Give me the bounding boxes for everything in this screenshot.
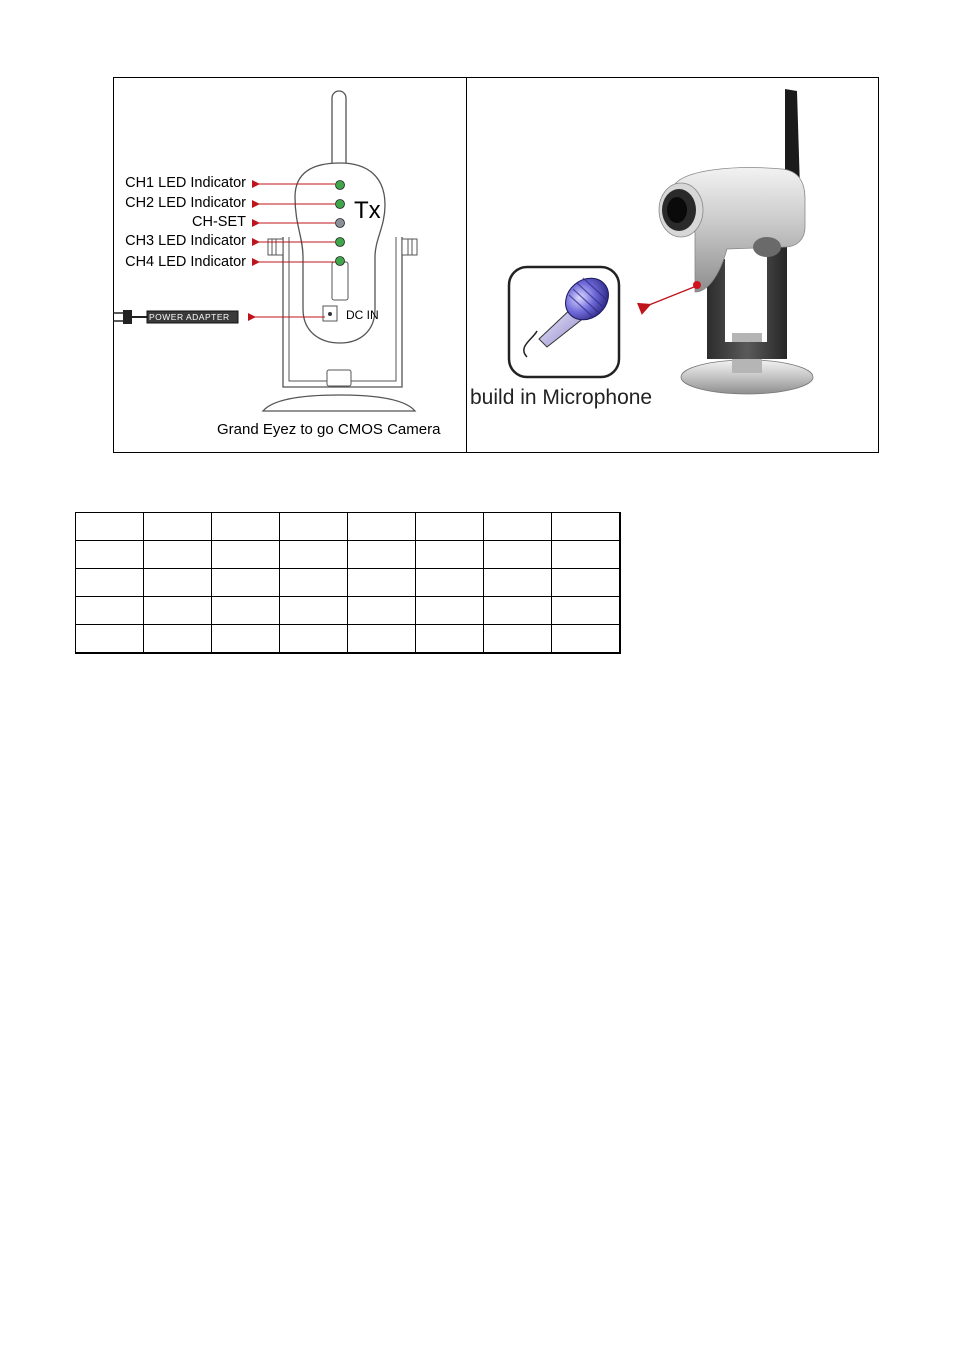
table-row — [76, 569, 621, 597]
table-cell — [280, 625, 348, 654]
table-cell — [76, 569, 144, 597]
table-cell — [348, 597, 416, 625]
table-cell — [484, 625, 552, 654]
camera-diagram-panel — [113, 77, 466, 453]
table-cell — [484, 569, 552, 597]
tx-label: Tx — [354, 197, 381, 224]
table-cell — [348, 541, 416, 569]
table-cell — [144, 513, 212, 541]
empty-grid-table — [75, 512, 621, 654]
table-cell — [416, 625, 484, 654]
table-cell — [416, 541, 484, 569]
table-cell — [212, 625, 280, 654]
table-row — [76, 513, 621, 541]
ch1-led-label: CH1 LED Indicator — [125, 175, 246, 191]
ch3-led — [336, 238, 345, 247]
table-cell — [280, 541, 348, 569]
table-cell — [552, 597, 621, 625]
ch-set-button — [336, 219, 345, 228]
table-cell — [552, 541, 621, 569]
stand-base — [263, 395, 415, 411]
table-cell — [552, 513, 621, 541]
microphone-arrow — [649, 287, 694, 305]
table-cell — [484, 597, 552, 625]
table-row — [76, 597, 621, 625]
ch2-led — [336, 200, 345, 209]
table-cell — [484, 541, 552, 569]
table-cell — [212, 597, 280, 625]
camera-caption: Grand Eyez to go CMOS Camera — [217, 421, 441, 438]
table-cell — [280, 569, 348, 597]
table-cell — [416, 569, 484, 597]
table-cell — [76, 625, 144, 654]
table-cell — [212, 513, 280, 541]
microphone-caption: build in Microphone — [470, 386, 653, 409]
table-cell — [212, 569, 280, 597]
dc-in-label: DC IN — [346, 308, 379, 322]
table-cell — [280, 513, 348, 541]
ch3-led-label: CH3 LED Indicator — [125, 233, 246, 249]
table-row — [76, 625, 621, 654]
table-cell — [552, 569, 621, 597]
table-cell — [144, 569, 212, 597]
table-cell — [212, 541, 280, 569]
ch2-led-label: CH2 LED Indicator — [125, 195, 246, 211]
ch-set-label: CH-SET — [192, 214, 246, 230]
table-cell — [348, 569, 416, 597]
table-row — [76, 541, 621, 569]
camera-photo-panel — [467, 77, 879, 453]
ch4-led — [336, 257, 345, 266]
power-adapter-label: POWER ADAPTER — [149, 312, 230, 322]
table-cell — [144, 541, 212, 569]
table-cell — [484, 513, 552, 541]
table-cell — [76, 597, 144, 625]
table-cell — [348, 513, 416, 541]
microphone-location-dot — [693, 281, 701, 289]
table-cell — [416, 513, 484, 541]
table-cell — [348, 625, 416, 654]
table-cell — [280, 597, 348, 625]
table-cell — [416, 597, 484, 625]
table-cell — [76, 541, 144, 569]
table-cell — [552, 625, 621, 654]
table-cell — [144, 597, 212, 625]
table-cell — [144, 625, 212, 654]
antenna-outline — [332, 91, 346, 171]
ch4-led-label: CH4 LED Indicator — [125, 254, 246, 270]
ch1-led — [336, 181, 345, 190]
table-cell — [76, 513, 144, 541]
